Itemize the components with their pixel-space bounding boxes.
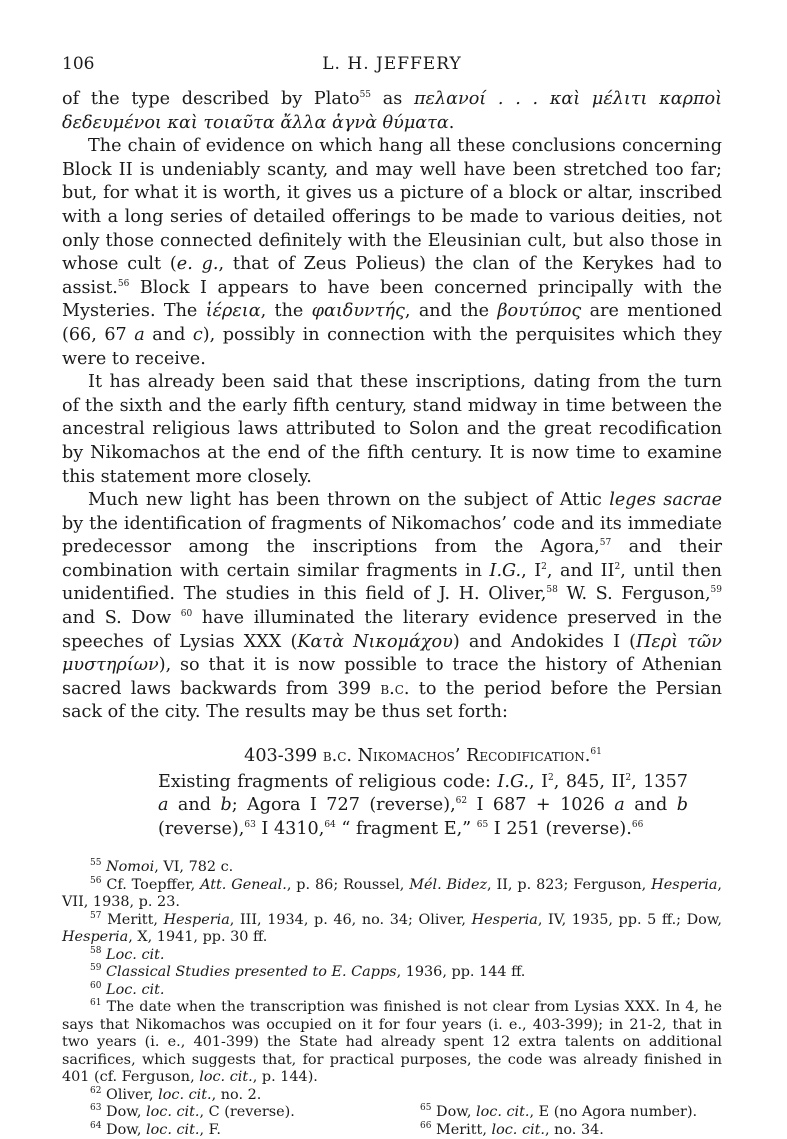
footnote-56: $^{56}$ Cf. Toepffer, Att. Geneal., p. 86; Roussel, Mél. Bidez, II, p. 823; Ferguson, Hesperia, VII, 1938, p. 23. xyxy=(62,876,722,911)
running-head: L. H. JEFFERY xyxy=(322,54,462,74)
section-title: 403-399 b.c. Nikomachos’ Recodification.$^{61}$ xyxy=(244,746,602,767)
footnote-ref-61[interactable]: 61 xyxy=(590,747,602,758)
footnote-57: $^{57}$ Meritt, Hesperia, III, 1934, p. 46, no. 34; Oliver, Hesperia, IV, 1935, pp. 5 ff.; Dow, Hesperia, X, 1941, pp. 30 ff. xyxy=(62,911,723,946)
greek-quote: πελανοί . . . καὶ μέλιτι καρποὶ δεδευμένοι καὶ τοιαῦτα ἄλλα ἁγνὰ θύματα xyxy=(62,89,722,133)
footnote-66: $^{66}$ Meritt, loc. cit., no. 34. xyxy=(420,1121,604,1138)
footnote-ref-55[interactable]: 55 xyxy=(359,90,372,101)
footnote-62: $^{62}$ Oliver, loc. cit., no. 2. xyxy=(90,1086,262,1103)
paragraph-2: The chain of evidence on which hang all these conclusions concerning Block II is undeniably scanty, and may well have been stretched too far; but, for what it is worth, it gives us a picture of a block or altar, inscribed with a long series of detailed offerings to be made to various deities, not only those connected definitely with the Eleusinian cult, but also those in whose cult (e. g., that of Zeus Polieus) the clan of the Kerykes had to assist.$^{56}$ Block I appears to have been concerned principally with the Mysteries. The ἱέρεια, the φαιδυντής, and the βουτύπος are mentioned (66, 67 a and c), possibly in connection with the perquisites which they were to receive. xyxy=(62,136,723,369)
paragraph-4: Much new light has been thrown on the subject of Attic leges sacrae by the identification of fragments of Nikomachos’ code and its immediate predecessor among the inscriptions from the Agora,$^{57}$ and their combination with certain similar fragments in I.G., $I^2$, and $II^2$, until then unidentified. The studies in this field of J. H. Oliver,$^{58}$ W. S. Ferguson,$^{59}$ and S. Dow $^{60}$ have illuminated the literary evidence preserved in the speeches of Lysias XXX (Κατὰ Νικομάχου) and Andokides I (Περὶ τῶν μυστηρίων), so that it is now possible to trace the history of Athenian sacred laws backwards from 399 b.c. to the period before the Persian sack of the city. The results may be thus set forth: xyxy=(62,490,722,723)
footnote-ref-62[interactable]: 62 xyxy=(455,796,468,807)
footnote-ref-66[interactable]: 66 xyxy=(631,819,644,830)
page-number: 106 xyxy=(62,54,95,74)
footnote-61: $^{61}$ The date when the transcription was finished is not clear from Lysias XXX. In 4, he says that Nikomachos was occupied on it for four years (i. e., 403-399); in 21-2, that in two years (i. e., 401-399) the State had already spent 12 extra talents on additional sacrifices, which suggests that, for practical purposes, the code was already finished in 401 (cf. Ferguson, loc. cit., p. 144). xyxy=(62,998,722,1086)
page-header xyxy=(62,50,722,80)
footnote-59: $^{59}$ Classical Studies presented to E. Capps, 1936, pp. 144 ff. xyxy=(90,963,526,981)
paragraph-1: of the type described by Plato$^{55}$ as πελανοί . . . καὶ μέλιτι καρποὶ δεδευμένοι καὶ τοιαῦτα ἄλλα ἁγνὰ θύματα. xyxy=(62,89,722,133)
footnote-ref-60[interactable]: 60 xyxy=(180,609,193,620)
footnote-58: $^{58}$ Loc. cit. xyxy=(90,946,165,963)
footnote-ref-63[interactable]: 63 xyxy=(244,819,256,830)
page xyxy=(62,50,722,1139)
body-text xyxy=(62,88,722,725)
footnote-60: $^{60}$ Loc. cit. xyxy=(90,981,165,998)
footnote-ref-65[interactable]: 65 xyxy=(476,819,489,830)
footnote-ref-57[interactable]: 57 xyxy=(599,538,612,549)
paragraph-3: It has already been said that these inscriptions, dating from the turn of the sixth and the early fifth century, stand midway in time between the ancestral religious laws attributed to Solon and the great recodification by Nikomachos at the end of the fifth century. It is now time to examine this statement more closely. xyxy=(62,372,722,487)
section-body: Existing fragments of religious code: I.G., $I^2$, 845, $II^2$, 1357 a and b; Agora I 727 (reverse),$^{62}$ I 687 + 1026 a and b (reverse),$^{63}$ I 4310,64 “ fragment E,” $^{65}$ I 251 (reverse).$^{66}$ xyxy=(158,771,688,839)
footnote-65: $^{65}$ Dow, loc. cit., E (no Agora number). xyxy=(420,1103,698,1121)
footnote-ref-59[interactable]: 59 xyxy=(710,585,722,596)
footnote-pair-64-66 xyxy=(62,1122,722,1139)
footnote-pair-63-65 xyxy=(62,1104,722,1122)
footnote-ref-64[interactable]: 64 xyxy=(324,819,336,830)
footnote-63: $^{63}$ Dow, loc. cit., C (reverse). xyxy=(90,1103,295,1121)
footnote-64: $^{64}$ Dow, loc. cit., F. xyxy=(90,1121,221,1138)
footnote-ref-58[interactable]: 58 xyxy=(546,585,558,596)
footnote-ref-56[interactable]: 56 xyxy=(117,278,130,289)
footnotes xyxy=(62,859,722,1139)
footnote-55: $^{55}$ Nomoi, VI, 782 c. xyxy=(90,858,234,876)
recodification-section xyxy=(158,745,688,841)
